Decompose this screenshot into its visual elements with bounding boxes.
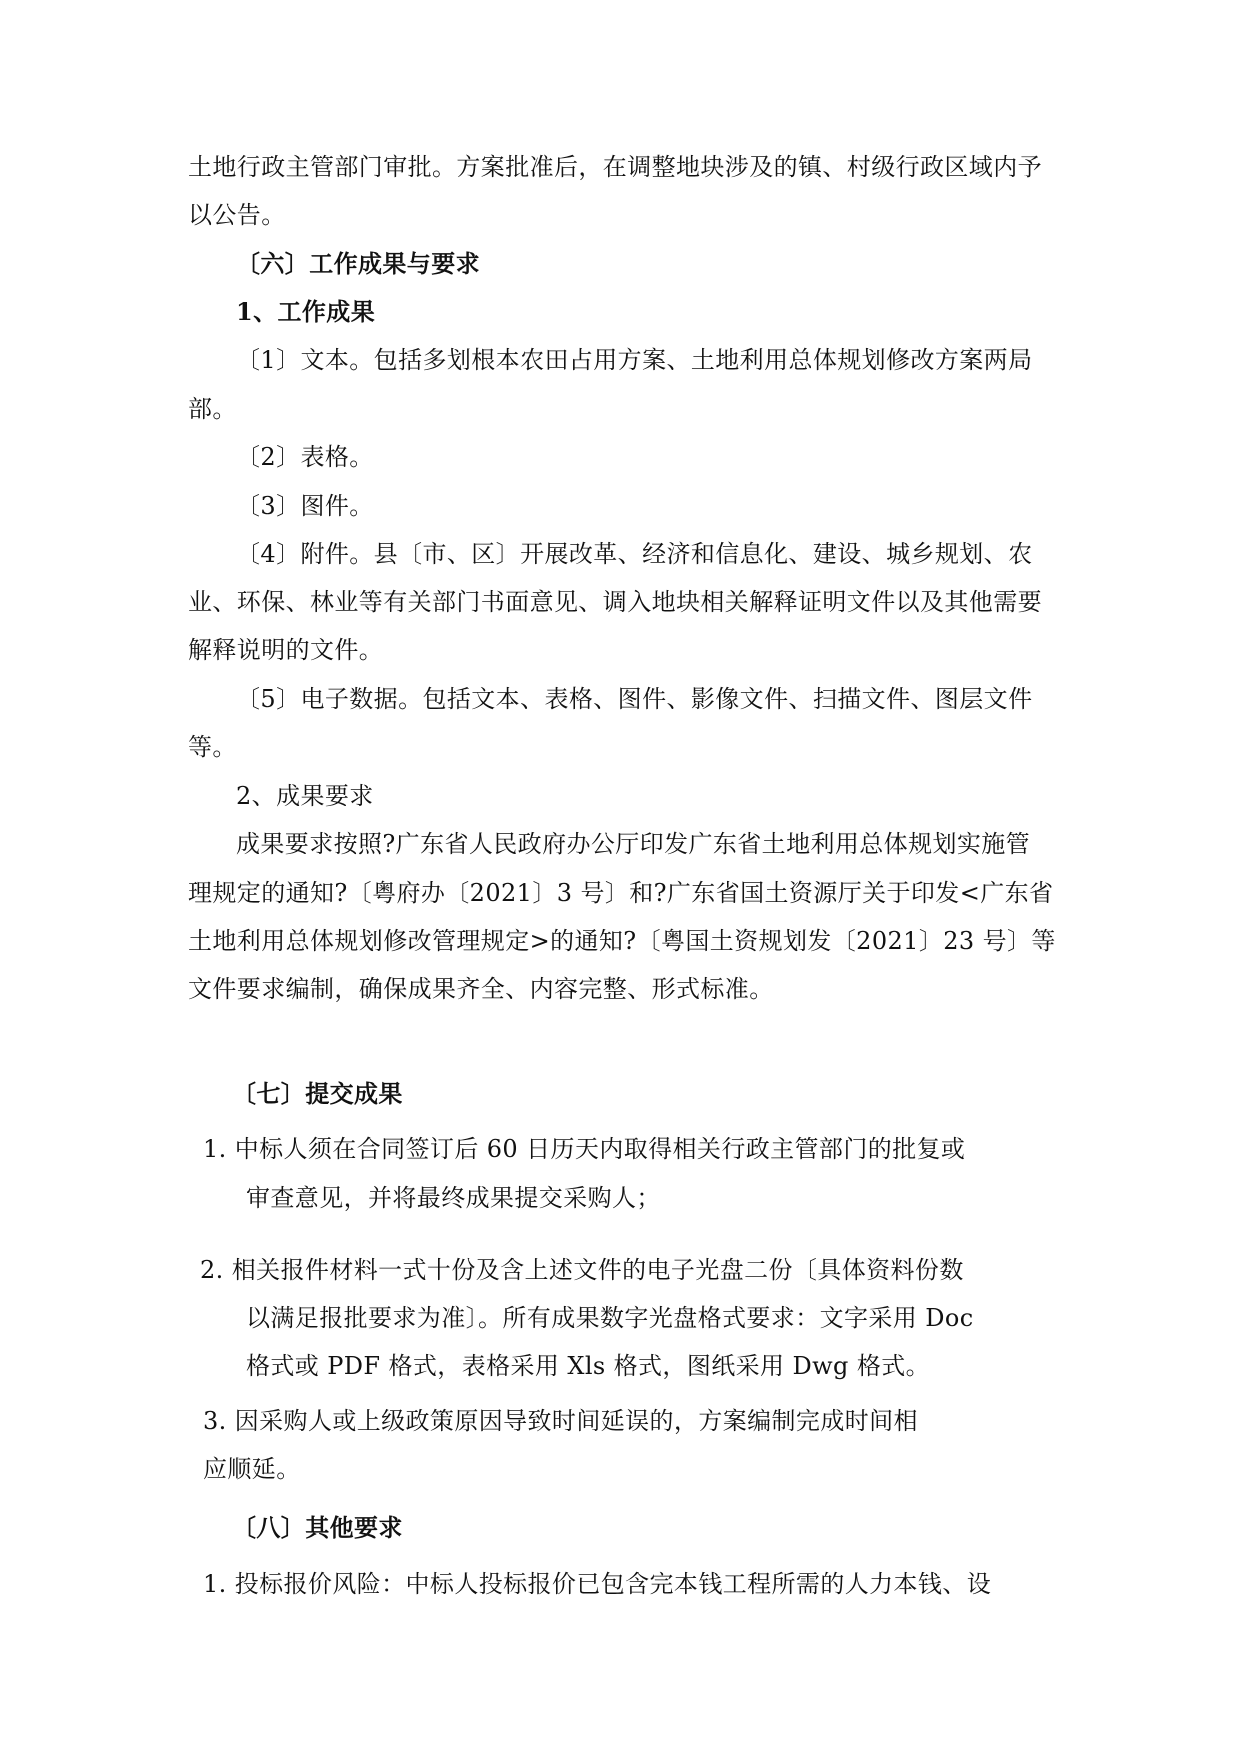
body-line: 土地行政主管部门审批。方案批准后，在调整地块涉及的镇、村级行政区域内予 xyxy=(188,153,1042,181)
list-item-continuation: 格式或 PDF 格式，表格采用 Xls 格式，图纸采用 Dwg 格式。 xyxy=(246,1352,931,1380)
body-line: 理规定的通知?〔粤府办〔2021〕3 号〕和?广东省国土资源厅关于印发<广东省 xyxy=(188,879,1054,907)
subsection-heading: 2、成果要求 xyxy=(236,782,374,810)
body-line: 以公告。 xyxy=(188,201,286,229)
body-line: 等。 xyxy=(188,733,237,761)
list-item: 1. 中标人须在合同签订后 60 日历天内取得相关行政主管部门的批复或 xyxy=(203,1135,966,1163)
list-item: 3. 因采购人或上级政策原因导致时间延误的，方案编制完成时间相 xyxy=(203,1407,918,1435)
subsection-heading: 1、工作成果 xyxy=(236,297,376,326)
body-line: 〔5〕电子数据。包括文本、表格、图件、影像文件、扫描文件、图层文件 xyxy=(236,685,1033,713)
body-line: 解释说明的文件。 xyxy=(188,636,384,664)
body-line: 文件要求编制，确保成果齐全、内容完整、形式标准。 xyxy=(188,975,774,1003)
body-line: 土地利用总体规划修改管理规定>的通知?〔粤国土资规划发〔2021〕23 号〕等 xyxy=(188,927,1056,955)
body-line: 〔4〕附件。县〔市、区〕开展改革、经济和信息化、建设、城乡规划、农 xyxy=(236,540,1033,568)
body-line: 〔1〕文本。包括多划根本农田占用方案、土地利用总体规划修改方案两局 xyxy=(236,346,1033,374)
list-item: 2. 相关报件材料一式十份及含上述文件的电子光盘二份〔具体资料份数 xyxy=(200,1256,964,1284)
section-heading: 〔八〕其他要求 xyxy=(232,1513,403,1542)
body-line: 〔3〕图件。 xyxy=(236,492,374,520)
list-item: 1. 投标报价风险：中标人投标报价已包含完本钱工程所需的人力本钱、设 xyxy=(203,1570,992,1598)
body-line: 业、环保、林业等有关部门书面意见、调入地块相关解释证明文件以及其他需要 xyxy=(188,588,1042,616)
body-line: 〔2〕表格。 xyxy=(236,443,374,471)
list-item-continuation: 审查意见，并将最终成果提交采购人； xyxy=(246,1184,661,1212)
list-item-continuation: 应顺延。 xyxy=(203,1455,301,1483)
section-heading: 〔七〕提交成果 xyxy=(232,1079,403,1108)
body-line: 成果要求按照?广东省人民政府办公厅印发广东省土地利用总体规划实施管 xyxy=(236,830,1031,858)
list-item-continuation: 以满足报批要求为准〕。所有成果数字光盘格式要求：文字采用 Doc xyxy=(246,1304,974,1332)
body-line: 部。 xyxy=(188,395,237,423)
section-heading: 〔六〕工作成果与要求 xyxy=(236,249,480,278)
